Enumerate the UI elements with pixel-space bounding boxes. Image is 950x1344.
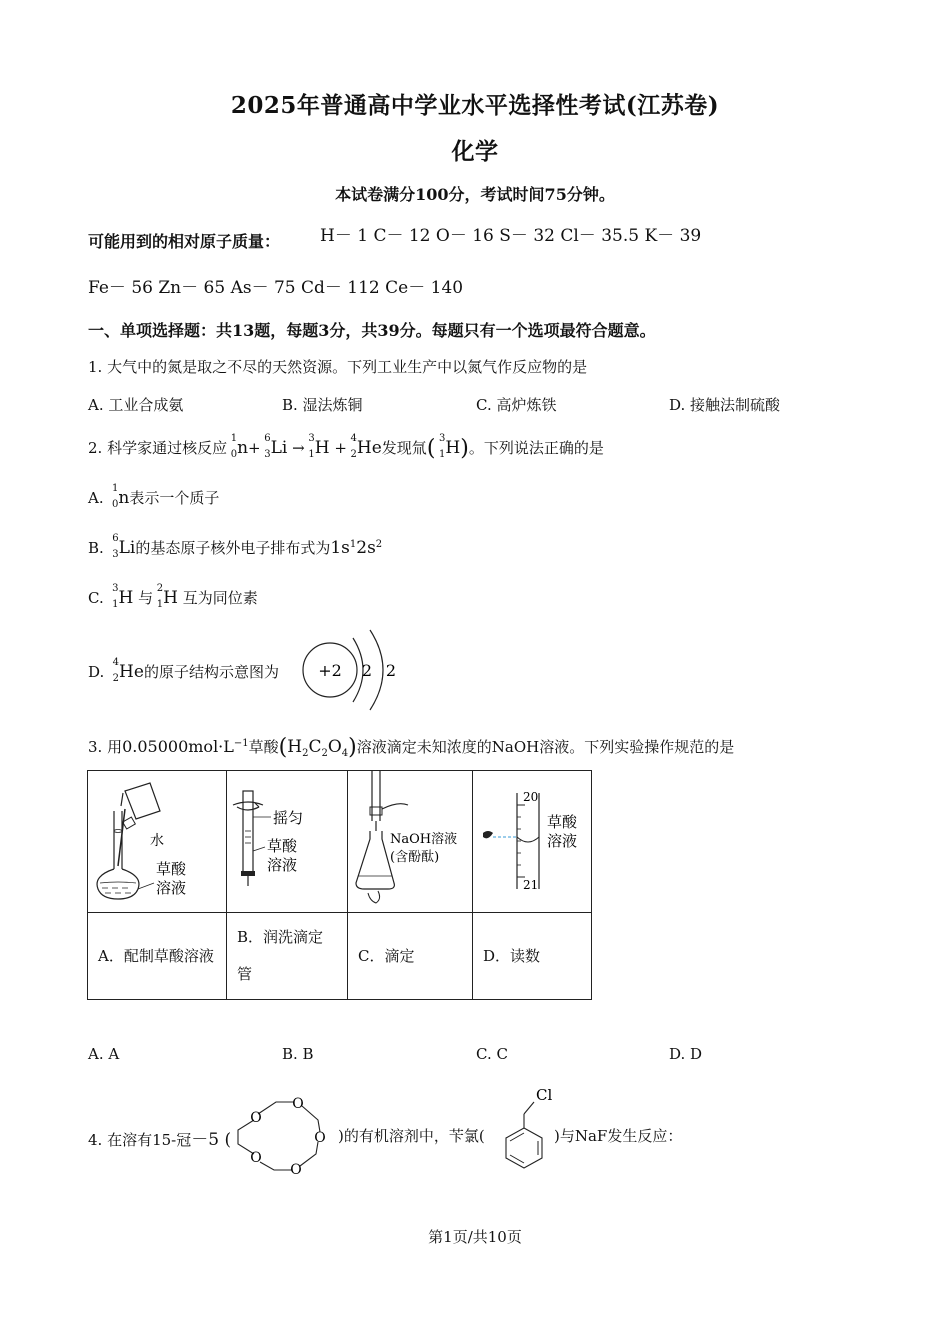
eye-icon [483, 831, 493, 838]
shell2-electrons: 2 [385, 661, 397, 680]
section-heading: 一、单项选择题：共13题，每题3分，共39分。每题只有一个选项最符合题意。 [88, 321, 656, 340]
q3-stem: 3. 用$0.05000mol\cdot L^{-1}$草酸$(H_2C_2O_4)$溶液滴定未知浓度的NaOH溶液。下列实验操作规范的是 [88, 735, 735, 760]
q2-option-b: B. 6 3 Li的基态原子核外电子排布式为$1s^12s^2$ [88, 533, 383, 560]
nuclide-h3-indices: 3 1 [308, 433, 315, 460]
crown-o5: O [250, 1110, 262, 1126]
q1-stem: 1. 大气中的氮是取之不尽的天然资源。下列工业生产中以氮气作反应物的是 [88, 358, 588, 376]
apparatus-b-cell [227, 771, 348, 913]
q4-stem-mid: )的有机溶剂中，苄氯( [338, 1127, 485, 1145]
label-phenolphthalein: (含酚酞) [390, 850, 440, 865]
label-oxalic-1: 草酸 [156, 860, 187, 878]
crown-o2: O [314, 1130, 326, 1146]
label-naoh: NaOH溶液 [390, 832, 458, 847]
q3-option-a: A. A [88, 1045, 120, 1063]
nuclide-li-indices: 6 3 [264, 433, 271, 460]
q1-option-b: B. 湿法炼铜 [282, 396, 363, 414]
label-shake: 摇匀 [273, 809, 304, 827]
apparatus-d-cell [473, 771, 592, 913]
shell1-electrons: 2 [361, 661, 373, 680]
tick-20: 20 [523, 790, 539, 804]
exam-info: 本试卷满分100分，考试时间75分钟。 [335, 185, 615, 204]
nucleus-charge: +2 [318, 661, 342, 680]
q3-option-d: D. D [669, 1045, 703, 1063]
nuclide-neutron-indices: 1 0 [230, 433, 238, 460]
benzyl-cl: Cl [536, 1086, 553, 1104]
nuclide-he-indices: 4 2 [350, 433, 357, 460]
label-oxalic-d2: 溶液 [547, 832, 578, 850]
apparatus-table [87, 770, 592, 1000]
tick-21: 21 [523, 878, 539, 892]
q2-stem-prefix: 2. 科学家通过核反应 [88, 439, 228, 457]
caption-b: B．润洗滴定管 [227, 913, 348, 1000]
caption-d: D．读数 [473, 913, 592, 1000]
apparatus-a-cell [88, 771, 227, 913]
q2-stem: 2. 科学家通过核反应 1 0 n+ 6 3 Li → 3 1 H + 4 2 He发现氚( 3 1 H)。下列说法正确的是 [88, 433, 604, 461]
label-oxalic-b1: 草酸 [267, 837, 298, 855]
q1-option-d: D. 接触法制硫酸 [669, 396, 781, 414]
atomic-mass-label: 可能用到的相对原子质量： [88, 232, 281, 251]
volumetric-flask-figure [88, 771, 226, 908]
burette-reading-figure [473, 771, 591, 908]
label-oxalic-d1: 草酸 [547, 813, 578, 831]
atomic-masses-line2: Fe－ 56 Zn－ 65 As－ 75 Cd－ 112 Ce－ 140 [88, 278, 464, 298]
crown-ether-structure [232, 1080, 338, 1190]
q2-option-d: D. 4 2 He的原子结构示意图为 [88, 657, 279, 684]
label-water: 水 [150, 833, 164, 849]
q2-option-a: A. 1 0 n表示一个质子 [88, 483, 220, 510]
subject-title: 化学 [451, 138, 499, 165]
helium-atom-diagram [298, 628, 408, 713]
label-oxalic-b2: 溶液 [267, 856, 298, 874]
caption-a: A．配制草酸溶液 [88, 913, 227, 1000]
q3-option-c: C. C [476, 1045, 508, 1063]
page-number: 第1页/共10页 [428, 1228, 522, 1246]
q2-option-c: C. 3 1 H 与 2 1 H 互为同位素 [88, 583, 258, 610]
q1-option-c: C. 高炉炼铁 [476, 396, 557, 414]
caption-c: C．滴定 [348, 913, 473, 1000]
benzyl-chloride-structure [504, 1082, 558, 1174]
q1-option-a: A. 工业合成氨 [88, 396, 184, 414]
burette-rinse-figure [227, 771, 347, 908]
q3-option-b: B. B [282, 1045, 314, 1063]
label-oxalic-2: 溶液 [156, 879, 187, 897]
atomic-masses-line1: H－ 1 C－ 12 O－ 16 S－ 32 Cl－ 35.5 K－ 39 [320, 226, 702, 246]
crown-o1: O [292, 1096, 304, 1112]
q4-stem-prefix: 4. 在溶有15-冠－5 ( [88, 1130, 232, 1150]
exam-title: 2025年普通高中学业水平选择性考试(江苏卷) [230, 92, 720, 119]
he-mass-number: 4 [112, 657, 120, 668]
titration-figure [348, 771, 472, 908]
crown-o3: O [290, 1162, 302, 1178]
crown-o4: O [250, 1150, 262, 1166]
q4-stem-suffix: )与NaF发生反应： [554, 1127, 683, 1145]
nuclide-tritium-indices: 3 1 [439, 433, 446, 460]
apparatus-c-cell [348, 771, 473, 913]
